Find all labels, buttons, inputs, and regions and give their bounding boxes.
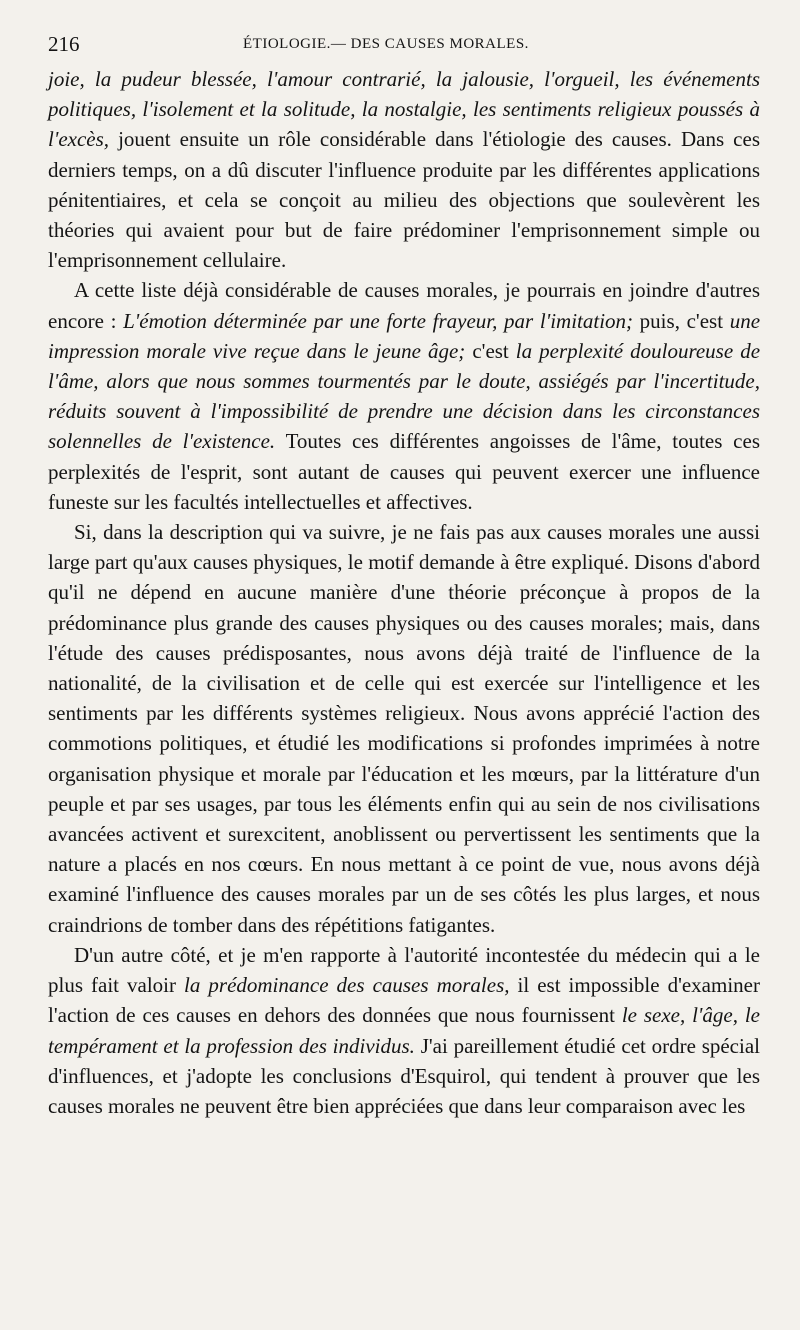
paragraph-2 [48, 275, 760, 517]
italic-run: une impression morale vive reçue dans le jeune âge; [48, 308, 761, 363]
text-run: J'ai pareillement étudié cet ordre spécial d'influences, et j'adopte les conclusions d'Esquirol, qui tendent à prouver que les causes morales ne peuvent être bien appréciées que dans leur comparaison avec les [48, 1033, 760, 1118]
text-run: Si, dans la description qui va suivre, je ne fais pas aux causes morales une aussi large part qu'aux causes physiques, le motif demande à être expliqué. Disons d'abord qu'il ne dépend en aucune manière d'une théorie préconçue à propos de la prédominance plus grande des causes physiques ou des causes morales; mais, dans l'étude des causes prédisposantes, nous avons déjà traité de l'influence de la nationalité, de la civilisation et de celle qui est exercée sur l'intelligence et les sentiments par les différents systèmes religieux. Nous avons apprécié l'action des commotions politiques, et étudié les modifications si profondes imprimées à notre organisation physique et morale par l'éducation et les mœurs, par la littérature d'un peuple et par ses usages, par tous les éléments enfin qui au sein de nos civilisations avancées activent et surexcitent, anoblissent ou pervertissent les sentiments que la nature a placés en nos cœurs. En nous mettant à ce point de vue, nous avons déjà examiné l'influence des causes morales par un de ses côtés les plus larges, et nous craindrions de tomber dans des répétitions fatigantes. [48, 520, 760, 937]
italic-run: le sexe, l'âge, le tempérament et la profession des individus. [48, 1003, 760, 1058]
page-number: 216 [48, 32, 80, 56]
text-run: jouent ensuite un rôle considérable dans l'étiologie des causes. Dans ces derniers temps, on a dû discuter l'influence produite par les différentes applications pénitentiaires, et cela se conçoit au milieu des objections que soulevèrent les théories qui avaient pour but de faire prédominer l'emprisonnement simple ou l'emprisonnement cellulaire. [48, 127, 760, 273]
text-run: puis, c'est [633, 308, 730, 333]
paragraph-1 [48, 64, 760, 275]
text-body [48, 64, 760, 1121]
text-run: Toutes ces différentes angoisses de l'âme, toutes ces perplexités de l'esprit, sont autant de causes qui peuvent exercer une influence funeste sur les facultés intellectuelles et affectives. [48, 429, 760, 514]
text-run: c'est [465, 338, 516, 363]
italic-run: joie, la pudeur blessée, l'amour contrarié, la jalousie, l'orgueil, les événements politiques, l'isolement et la solitude, la nostalgie, les sentiments religieux poussés à l'excès, [48, 67, 760, 152]
italic-run: L'émotion déterminée par une forte frayeur, par l'imitation; [123, 308, 634, 333]
paragraph-4 [48, 940, 760, 1121]
text-run: il est impossible d'examiner l'action de ces causes en dehors des données que nous fournissent [48, 973, 760, 1028]
page-header [48, 28, 760, 64]
paragraph-3 [48, 517, 760, 940]
text-run: D'un autre côté, et je m'en rapporte à l'autorité incontestée du médecin qui a le plus fait valoir [48, 942, 760, 998]
italic-run: la prédominance des causes morales, [184, 973, 510, 998]
text-run: A cette liste déjà considérable de causes morales, je pourrais en joindre d'autres encore : [48, 278, 760, 333]
italic-run: la perplexité douloureuse de l'âme, alors que nous sommes tourmentés par le doute, assiégés par l'incertitude, réduits souvent à l'impossibilité de prendre une décision dans les circonstances solennelles de l'existence. [48, 338, 761, 454]
running-head: ÉTIOLOGIE.— DES CAUSES MORALES. [243, 36, 529, 52]
